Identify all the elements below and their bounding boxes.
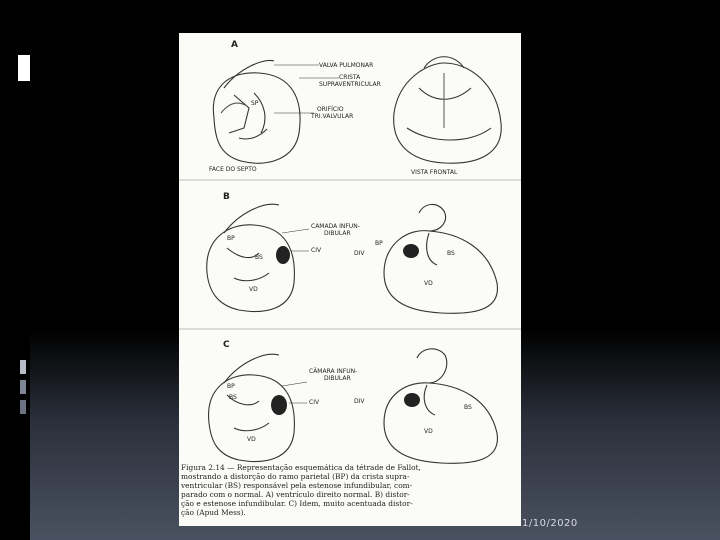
label-valva-pulmonar: VALVA PULMONAR (319, 62, 374, 69)
caption-line: parado com o normal. A) ventrículo direito normal. B) distor- (181, 490, 410, 499)
panel-b-right-heart (384, 204, 497, 313)
label-trivalvular: TRI.VALVULAR (311, 113, 354, 120)
panel-c-right-heart (384, 349, 497, 463)
panel-a-left-heart (213, 60, 300, 163)
label-bp: BP (227, 383, 235, 390)
label-bp: BP (227, 235, 235, 242)
left-decor-bar (0, 0, 30, 540)
label-vd: VD (247, 436, 256, 443)
panel-b-left-defect (276, 246, 290, 264)
label-camara-infundibular: CÂMARA INFUN- (309, 368, 358, 375)
panel-a-right-heart (394, 57, 502, 163)
panel-b-right-defect (403, 244, 419, 258)
label-vd: VD (424, 280, 433, 287)
label-vd: VD (249, 286, 258, 293)
accent-mark (20, 360, 26, 374)
label-div: DIV (354, 398, 365, 405)
label-orificio: ORIFÍCIO (317, 106, 344, 113)
label-dibular: DIBULAR (324, 375, 351, 382)
label-camada-infundibular: CAMADA INFUN- (311, 223, 360, 230)
label-bs: BS (464, 404, 472, 411)
figure-caption (180, 463, 421, 517)
label-face-do-septo: FACE DO SEPTO (209, 166, 257, 173)
label-supraventricular: SUPRAVENTRICULAR (319, 81, 381, 88)
panel-c-right-defect (404, 393, 420, 407)
label-civ: CIV (309, 399, 320, 406)
panel-a-letter: A (231, 40, 238, 50)
caption-line: Figura 2.14 — Representação esquemática da tétrade de Fallot, (181, 463, 421, 472)
panel-b-letter: B (223, 192, 230, 202)
label-vista-frontal: VISTA FRONTAL (411, 169, 458, 176)
accent-mark (20, 400, 26, 414)
heart-diagram (179, 33, 521, 526)
caption-line: ventricular (BS) responsável pela estenose infundibular, com- (181, 481, 413, 490)
label-vd: VD (424, 428, 433, 435)
accent-mark (20, 380, 26, 394)
caption-line: mostrando a distorção do ramo parietal (BP) da crista supra- (181, 472, 410, 481)
label-bs: BS (255, 254, 263, 261)
scanned-figure (179, 33, 521, 526)
label-sp: SP (251, 100, 259, 107)
panel-c-letter: C (223, 340, 230, 350)
label-bs: BS (229, 394, 237, 401)
label-crista: CRISTA (339, 74, 361, 81)
label-civ: CIV (311, 247, 322, 254)
label-bp: BP (375, 240, 383, 247)
label-div: DIV (354, 250, 365, 257)
label-bs: BS (447, 250, 455, 257)
label-dibular: DIBULAR (324, 230, 351, 237)
slide-date: 1/10/2020 (522, 518, 578, 529)
caption-line: ção e estenose infundibular. C) Idem, muito acentuada distor- (181, 499, 413, 508)
panel-c-left-defect (271, 395, 287, 415)
caption-line: ção (Apud Mess). (181, 508, 246, 517)
